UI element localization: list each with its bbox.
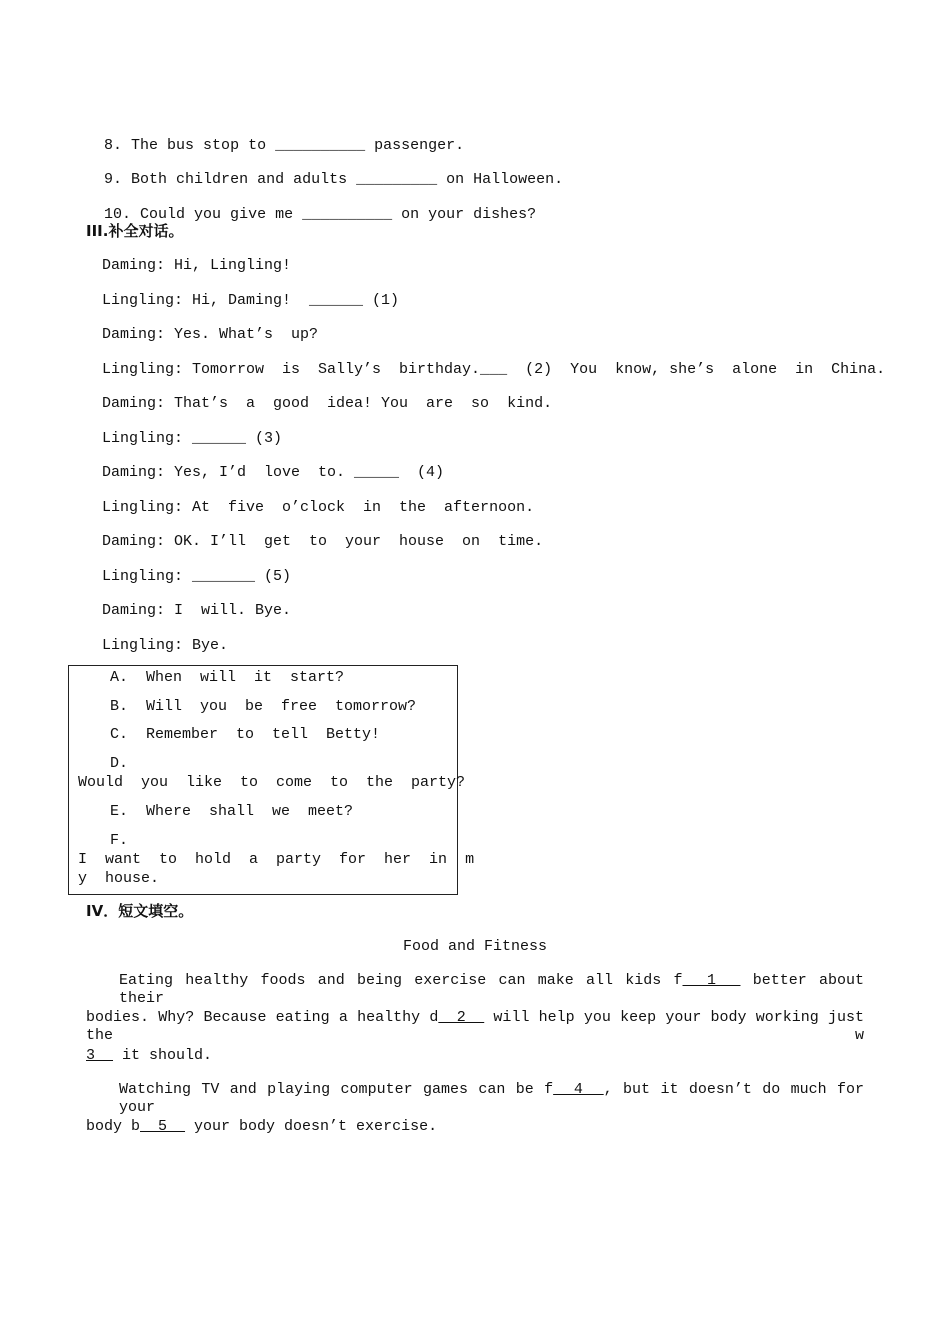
- option-b: B. Will you be free tomorrow?: [110, 698, 417, 715]
- dialogue-line: Lingling: At five o’clock in the afternoon.: [102, 499, 535, 516]
- question-text: Both children and adults _________ on Halloween.: [131, 171, 564, 188]
- question-8: [86, 119, 464, 155]
- option-d-text: Would you like to come to the party?: [78, 774, 466, 791]
- question-number: 8.: [104, 137, 123, 154]
- option-f-letter: F.: [110, 832, 129, 849]
- option-f-text-continued: y house.: [78, 870, 160, 887]
- option-d-letter: D.: [110, 755, 129, 772]
- section-3-heading: III.补全对话。: [86, 222, 184, 240]
- blank-2: 2: [438, 1009, 485, 1026]
- passage-line-4: Watching TV and playing computer games can be f 4 , but it doesn’t do much for your: [119, 1081, 864, 1116]
- question-9: [86, 153, 563, 189]
- option-e: E. Where shall we meet?: [110, 803, 354, 820]
- dialogue-line: Daming: Yes, I’d love to. _____ (4): [102, 464, 445, 481]
- dialogue-line: Lingling: Bye.: [102, 637, 229, 654]
- section-4-heading: IV．短文填空。: [86, 902, 194, 920]
- passage-line-2: bodies. Why? Because eating a healthy d 2 will help you keep your body working just the w: [86, 1009, 864, 1044]
- blank-4: 4: [553, 1081, 604, 1098]
- passage-title: Food and Fitness: [402, 938, 548, 955]
- dialogue-line: Daming: That’s a good idea! You are so kind.: [102, 395, 553, 412]
- question-text: The bus stop to __________ passenger.: [131, 137, 465, 154]
- question-number: 9.: [104, 171, 123, 188]
- option-f-text: I want to hold a party for her in m: [78, 851, 475, 868]
- dialogue-line: Daming: I will. Bye.: [102, 602, 292, 619]
- blank-1: 1: [682, 972, 741, 989]
- question-10: [86, 188, 536, 224]
- dialogue-line: Daming: Hi, Lingling!: [102, 257, 292, 274]
- passage-line-1: Eating healthy foods and being exercise can make all kids f 1 better about their: [119, 972, 864, 1007]
- passage-line-3: 3 it should.: [86, 1047, 213, 1064]
- dialogue-line: Lingling: Tomorrow is Sally’s birthday.___ (2) You know, she’s alone in China.: [102, 361, 886, 378]
- option-a: A. When will it start?: [110, 669, 345, 686]
- blank-5: 5: [140, 1118, 186, 1135]
- question-text: Could you give me __________ on your dishes?: [140, 206, 537, 223]
- dialogue-line: Daming: Yes. What’s up?: [102, 326, 319, 343]
- question-number: 10.: [104, 206, 132, 223]
- passage-line-5: body b 5 your body doesn’t exercise.: [86, 1118, 438, 1135]
- dialogue-line: Lingling: _______ (5): [102, 568, 292, 585]
- dialogue-line: Daming: OK. I’ll get to your house on time.: [102, 533, 544, 550]
- blank-3: 3: [86, 1047, 114, 1064]
- option-c: C. Remember to tell Betty!: [110, 726, 381, 743]
- dialogue-line: Lingling: ______ (3): [102, 430, 283, 447]
- dialogue-line: Lingling: Hi, Daming! ______ (1): [102, 292, 400, 309]
